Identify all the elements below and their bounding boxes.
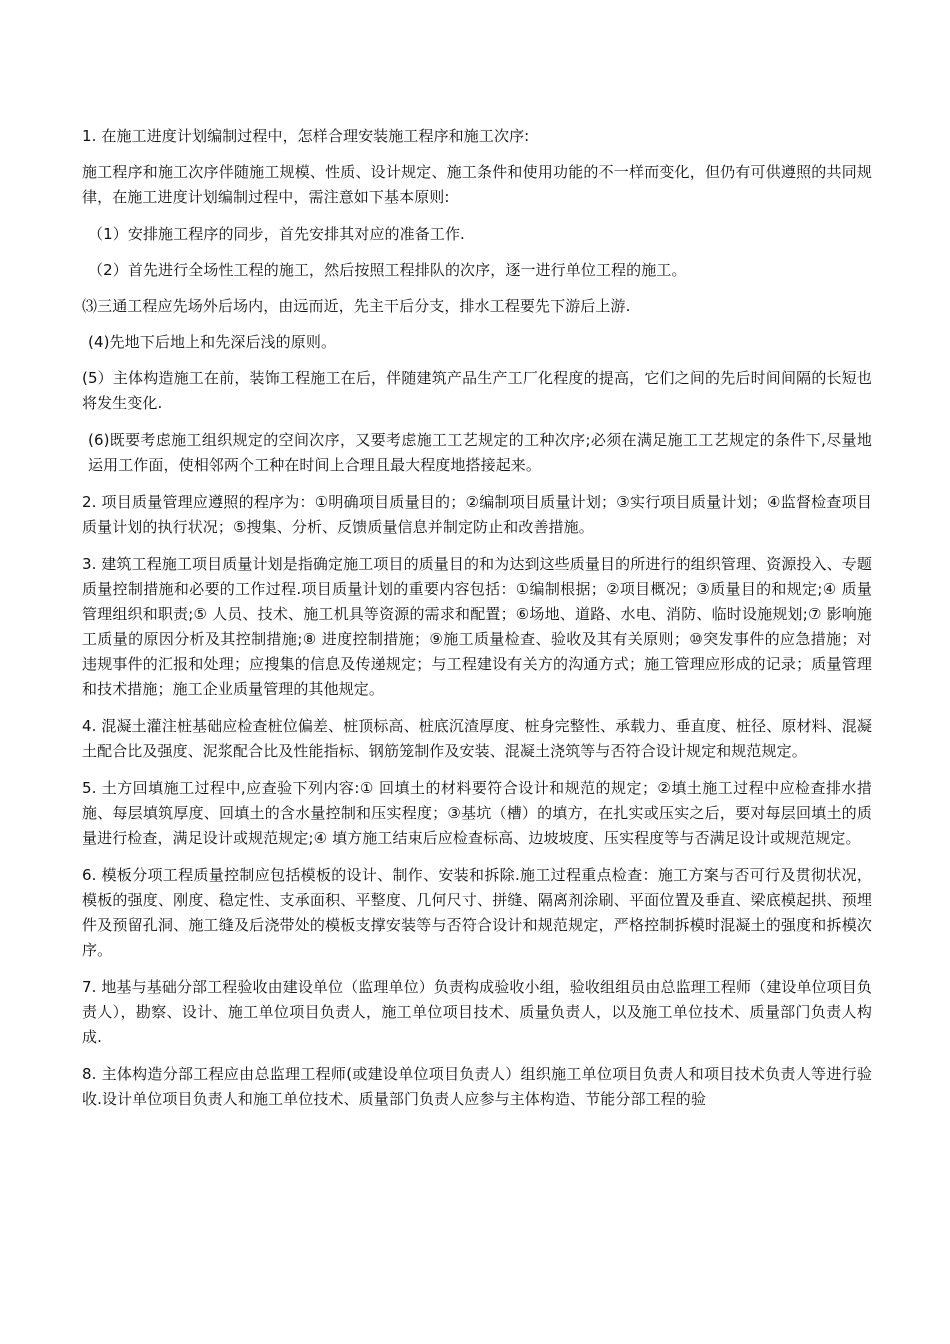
principle-1: （1）安排施工程序的同步，首先安排其对应的准备工作. (88, 225, 465, 243)
document-page (82, 124, 872, 1124)
paragraph-7: 7. 地基与基础分部工程验收由建设单位（监理单位）负责构成验收小组，验收组组员由总监理工程师（建设单位项目负责人），勘察、设计、施工单位项目负责人，施工单位项目技术、质量负责人，以及施工单位技术、质量部门负责人构成. (82, 978, 872, 1046)
paragraph-6: 6. 模板分项工程质量控制应包括模板的设计、制作、安装和拆除.施工过程重点检查：施工方案与否可行及贯彻状况，模板的强度、刚度、稳定性、支承面积、平整度、几何尺寸、拼缝、隔离剂涂刷、平面位置及垂直、梁底模起拱、预埋件及预留孔洞、施工缝及后浇带处的模板支撑安装等与否符合设计和规范规定，严格控制拆模时混凝土的强度和拆模次序。 (82, 866, 872, 959)
paragraph-4: 4. 混凝土灌注桩基础应检查桩位偏差、桩顶标高、桩底沉渣厚度、桩身完整性、承载力、垂直度、桩径、原材料、混凝土配合比及强度、泥浆配合比及性能指标、钢筋笼制作及安装、混凝土浇筑等与否符合设计规定和规范规定。 (82, 717, 872, 760)
paragraph-1-heading: 1. 在施工进度计划编制过程中，怎样合理安装施工程序和施工次序: (82, 127, 530, 145)
paragraph-1-intro: 施工程序和施工次序伴随施工规模、性质、设计规定、施工条件和使用功能的不一样而变化，但仍有可供遵照的共同规律，在施工进度计划编制过程中，需注意如下基本原则: (82, 163, 872, 206)
principle-6: (6)既要考虑施工组织规定的空间次序，又要考虑施工工艺规定的工种次序;必须在满足施工工艺规定的条件下,尽量地运用工作面，使相邻两个工种在时间上合理且最大程度地搭接起来。 (88, 431, 872, 474)
principle-2: （2）首先进行全场性工程的施工，然后按照工程排队的次序，逐一进行单位工程的施工。 (88, 261, 687, 279)
paragraph-3: 3. 建筑工程施工项目质量计划是指确定施工项目的质量目的和为达到这些质量目的所进行的组织管理、资源投入、专题质量控制措施和必要的工作过程.项目质量计划的重要内容包括：①编制根据；②项目概况；③质量目的和规定;④ 质量管理组织和职责;⑤ 人员、技术、施工机具等资源的需求和配置；⑥场地、道路、水电、消防、临时设施规划;⑦ 影响施工质量的原因分析及其控制措施;⑧ 进度控制措施；⑨施工质量检查、验收及其有关原则；⑩突发事件的应急措施；对违规事件的汇报和处理；应搜集的信息及传递规定；与工程建设有关方的沟通方式；施工管理应形成的记录；质量管理和技术措施；施工企业质量管理的其他规定。 (82, 555, 872, 698)
principle-4: (4)先地下后地上和先深后浅的原则。 (88, 333, 337, 351)
principle-3: ⑶三通工程应先场外后场内，由远而近，先主干后分支，排水工程要先下游后上游. (82, 297, 631, 315)
principle-5: (5）主体构造施工在前，装饰工程施工在后，伴随建筑产品生产工厂化程度的提高，它们之间的先后时间间隔的长短也将发生变化. (82, 369, 872, 412)
paragraph-2: 2. 项目质量管理应遵照的程序为：①明确项目质量目的；②编制项目质量计划；③实行项目质量计划；④监督检查项目质量计划的执行状况；⑤搜集、分析、反馈质量信息并制定防止和改善措施。 (82, 493, 872, 536)
paragraph-5: 5. 土方回填施工过程中,应查验下列内容:① 回填土的材料要符合设计和规范的规定；②填土施工过程中应检查排水措施、每层填筑厚度、回填土的含水量控制和压实程度；③基坑（槽）的填方，在扎实或压实之后，要对每层回填土的质量进行检查，满足设计或规范规定;④ 填方施工结束后应检查标高、边坡坡度、压实程度等与否满足设计或规范规定。 (82, 779, 872, 847)
paragraph-8: 8. 主体构造分部工程应由总监理工程师(或建设单位项目负责人）组织施工单位项目负责人和项目技术负责人等进行验收.设计单位项目负责人和施工单位技术、质量部门负责人应参与主体构造、节能分部工程的验 (82, 1065, 872, 1108)
